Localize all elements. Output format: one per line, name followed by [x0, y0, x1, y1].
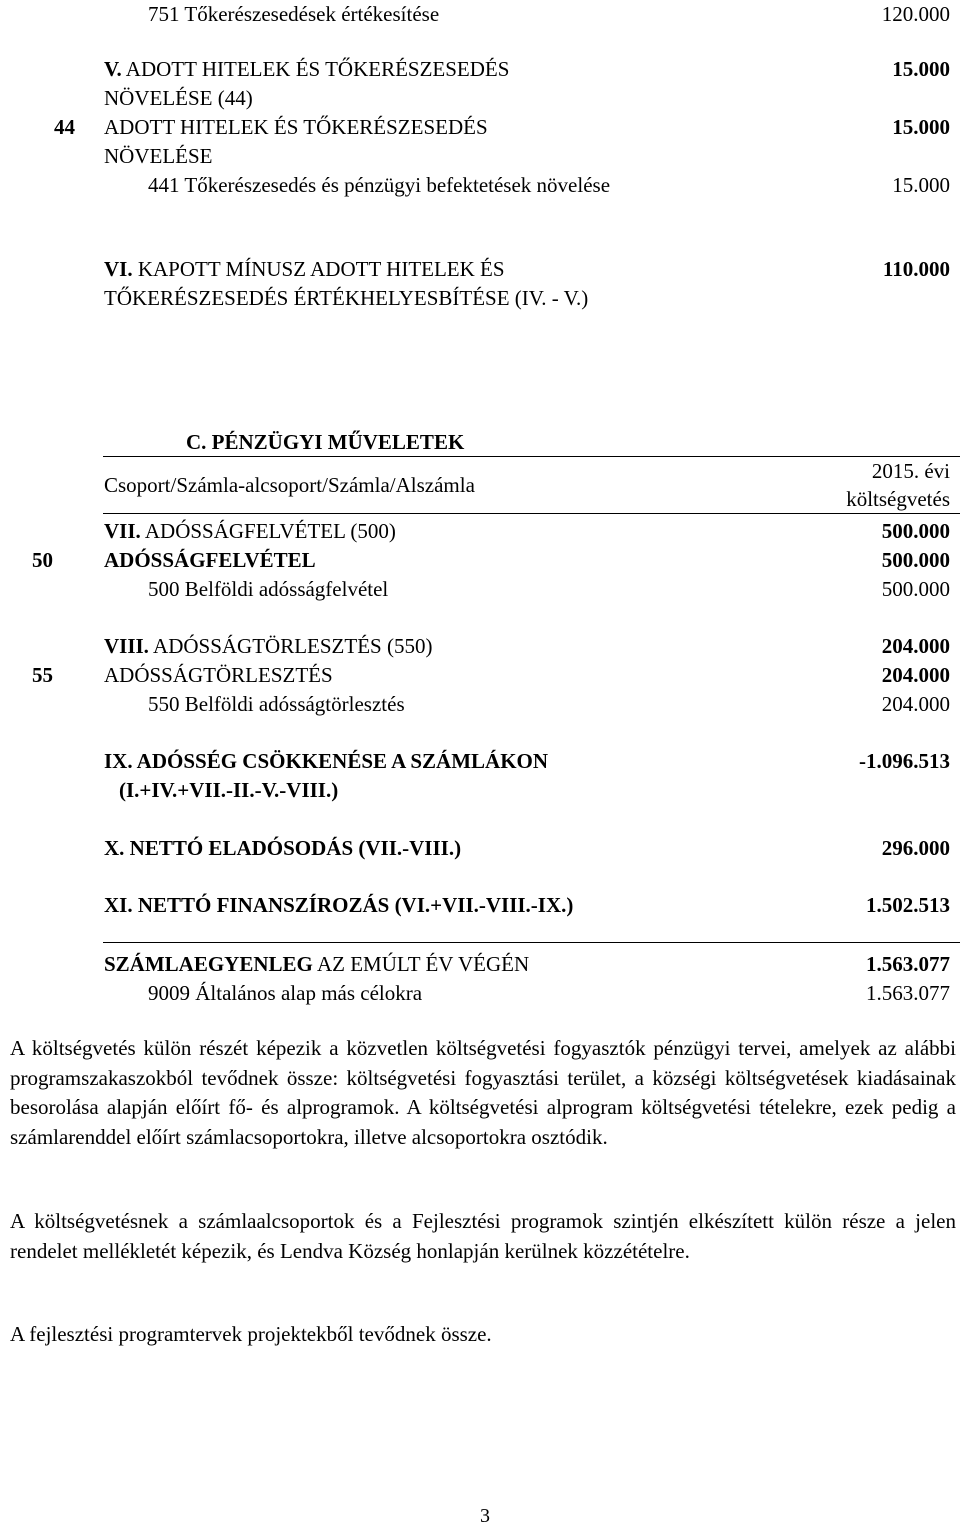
row-xi-value: 1.502.513: [866, 893, 950, 917]
row-50-value: 500.000: [881, 548, 950, 572]
header-top-rule: [103, 456, 960, 457]
balance-top-rule: [103, 942, 960, 943]
row-vii-label: [104, 519, 396, 543]
row-550-value: 204.000: [881, 692, 950, 716]
row-vii-value: 500.000: [881, 519, 950, 543]
row-viii-roman: VIII.: [104, 634, 149, 658]
row-viii-value: 204.000: [881, 634, 950, 658]
row-vi-roman: VI.: [104, 257, 133, 281]
balance-label-bold: SZÁMLAEGYENLEG: [104, 952, 313, 976]
row-xi-label: XI. NETTÓ FINANSZÍROZÁS (VI.+VII.-VIII.-IX.): [104, 893, 574, 917]
row-44-value: 15.000: [892, 115, 950, 139]
section-title: C. PÉNZÜGYI MŰVELETEK: [186, 430, 465, 454]
paragraph-3: A fejlesztési programtervek projektekből tevődnek össze.: [10, 1322, 492, 1346]
row-v-label-2: NÖVELÉSE (44): [104, 86, 253, 110]
row-ix-label-2: (I.+IV.+VII.-II.-V.-VIII.): [119, 778, 339, 802]
row-ix-label-1: IX. ADÓSSÉG CSÖKKENÉSE A SZÁMLÁKON: [104, 749, 549, 773]
row-500-value: 500.000: [881, 577, 950, 601]
row-vii-roman: VII.: [104, 519, 141, 543]
column-header-budget: költségvetés: [846, 487, 950, 511]
paragraph-2: A költségvetésnek a számlaalcsoportok és a Fejlesztési programok szintjén elkészített külön része a jelen rendelet mellékletét képezik, és Lendva Község honlapján kerülnek közzétételre.: [10, 1209, 956, 1263]
row-v-label: [104, 57, 509, 81]
row-751-value: 120.000: [881, 2, 950, 26]
row-vi-label: [104, 257, 505, 281]
balance-value: 1.563.077: [866, 952, 950, 976]
row-vi-value: 110.000: [882, 257, 950, 281]
column-header-account: Csoport/Számla-alcsoport/Számla/Alszámla: [104, 473, 475, 497]
page-number: 3: [480, 1505, 490, 1527]
row-ix-value: -1.096.513: [859, 749, 950, 773]
row-500-label: 500 Belföldi adósságfelvétel: [148, 577, 389, 601]
row-v-label-1: ADOTT HITELEK ÉS TŐKERÉSZESEDÉS: [121, 57, 510, 81]
row-751-label: 751 Tőkerészesedések értékesítése: [148, 2, 440, 26]
row-44-label-1: ADOTT HITELEK ÉS TŐKERÉSZESEDÉS: [104, 115, 488, 139]
column-header-year: 2015. évi: [871, 459, 950, 483]
row-vii-text: ADÓSSÁGFELVÉTEL (500): [140, 519, 396, 543]
row-50-label: ADÓSSÁGFELVÉTEL: [104, 548, 316, 572]
row-viii-text: ADÓSSÁGTÖRLESZTÉS (550): [148, 634, 433, 658]
row-55-label: ADÓSSÁGTÖRLESZTÉS: [104, 663, 333, 687]
row-44-label-2: NÖVELÉSE: [104, 144, 213, 168]
row-9009-label: 9009 Általános alap más célokra: [148, 981, 423, 1005]
row-55-code: 55: [32, 663, 53, 687]
row-550-label: 550 Belföldi adósságtörlesztés: [148, 692, 405, 716]
row-x-label: X. NETTÓ ELADÓSODÁS (VII.-VIII.): [104, 836, 462, 860]
row-x-value: 296.000: [881, 836, 950, 860]
balance-label-rest: AZ EMÚLT ÉV VÉGÉN: [312, 952, 530, 976]
row-vi-label-2: TŐKERÉSZESEDÉS ÉRTÉKHELYESBÍTÉSE (IV. - V.): [104, 286, 589, 310]
row-v-value: 15.000: [892, 57, 950, 81]
row-vi-label-1: KAPOTT MÍNUSZ ADOTT HITELEK ÉS: [132, 257, 505, 281]
row-v-roman: V.: [104, 57, 122, 81]
row-441-value: 15.000: [892, 173, 950, 197]
row-50-code: 50: [32, 548, 53, 572]
row-9009-value: 1.563.077: [866, 981, 950, 1005]
header-bottom-rule: [103, 513, 960, 514]
row-viii-label: [104, 634, 432, 658]
balance-label: [104, 952, 529, 976]
paragraph-1: A költségvetés külön részét képezik a közvetlen költségvetési fogyasztók pénzügyi tervei, amelyek az alábbi programszakaszokból tevődnek össze: költségvetési fogyasztási terület, a községi költségvetések kiadásainak besorolása alapján előírt fő- és alprogramok. A költségvetési alprogram költségvetési tételekre, ezek pedig a számlarenddel előírt számlacsoportokra, illetve alcsoportokra osztódik.: [10, 1036, 956, 1149]
row-44-code: 44: [54, 115, 75, 139]
row-55-value: 204.000: [881, 663, 950, 687]
row-441-label: 441 Tőkerészesedés és pénzügyi befektetések növelése: [148, 173, 611, 197]
